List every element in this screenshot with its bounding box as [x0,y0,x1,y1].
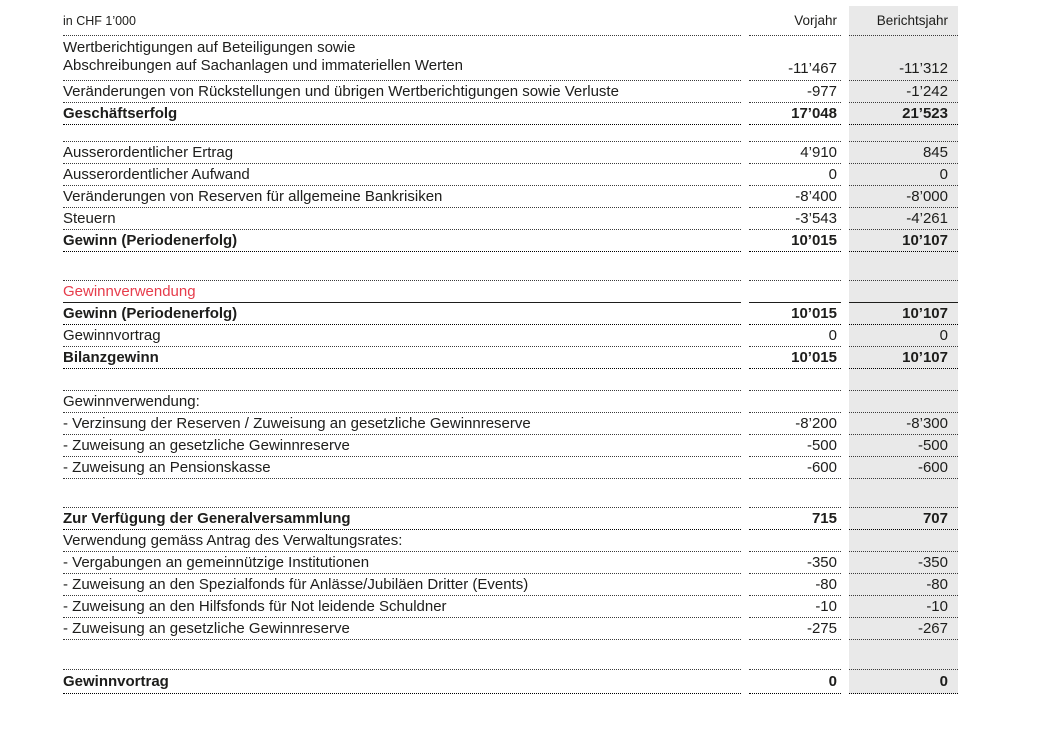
table-row [63,230,958,252]
row-value-berichtsjahr: 0 [849,164,958,186]
column-gutter [841,125,849,142]
row-value-vorjahr: -275 [749,618,841,640]
row-value-vorjahr: 0 [749,325,841,347]
column-gutter [741,670,749,694]
column-gutter [741,208,749,230]
row-label: Bilanzgewinn [63,347,741,369]
table-row [63,325,958,347]
column-gutter [841,230,849,252]
column-gutter [841,325,849,347]
column-gutter [841,413,849,435]
row-value-berichtsjahr: 0 [849,325,958,347]
row-label: Steuern [63,208,741,230]
row-value-berichtsjahr: 0 [849,670,958,694]
column-gutter [741,391,749,413]
spacer-cell [749,252,841,281]
column-gutter [841,164,849,186]
column-gutter [741,303,749,325]
row-value-vorjahr: -350 [749,552,841,574]
column-gutter [841,640,849,670]
row-label: Ausserordentlicher Aufwand [63,164,741,186]
spacer-cell [849,640,958,670]
table-row [63,508,958,530]
spacer-cell [63,479,741,508]
row-value-vorjahr: -977 [749,81,841,103]
row-label: Gewinnverwendung: [63,391,741,413]
row-value-vorjahr: 4’910 [749,142,841,164]
row-value-berichtsjahr: 845 [849,142,958,164]
column-gutter [841,347,849,369]
column-gutter [841,369,849,391]
column-gutter [741,508,749,530]
row-value-berichtsjahr: 10’107 [849,347,958,369]
spacer-cell [63,369,741,391]
table-row [63,186,958,208]
column-gutter [741,347,749,369]
spacer-row [63,479,958,508]
row-label: - Zuweisung an Pensionskasse [63,457,741,479]
column-gutter [841,508,849,530]
table-row [63,36,958,81]
table-row [63,457,958,479]
table-row [63,596,958,618]
spacer-cell [749,125,841,142]
spacer-cell [63,252,741,281]
column-gutter [741,596,749,618]
column-gutter [841,457,849,479]
column-gutter [741,81,749,103]
row-label: Gewinnvortrag [63,670,741,694]
table-row [63,281,958,303]
column-gutter [841,252,849,281]
column-gutter [841,81,849,103]
column-gutter [841,670,849,694]
row-value-vorjahr: 10’015 [749,230,841,252]
table-row [63,303,958,325]
row-value-berichtsjahr: -8’300 [849,413,958,435]
row-label: - Zuweisung an gesetzliche Gewinnreserve [63,435,741,457]
row-value-berichtsjahr: 10’107 [849,230,958,252]
table-row [63,208,958,230]
row-value-vorjahr: 0 [749,670,841,694]
column-gutter [741,186,749,208]
spacer-cell [849,125,958,142]
row-value-berichtsjahr: -4’261 [849,208,958,230]
col-header-berichtsjahr: Berichtsjahr [849,6,958,36]
spacer-cell [749,640,841,670]
row-label: - Vergabungen an gemeinnützige Institutionen [63,552,741,574]
column-gutter [841,142,849,164]
row-value-berichtsjahr: -11’312 [849,36,958,81]
table-row [63,530,958,552]
row-value-vorjahr: -8’200 [749,413,841,435]
column-gutter [741,574,749,596]
row-label: Ausserordentlicher Ertrag [63,142,741,164]
column-gutter [841,435,849,457]
row-label: Zur Verfügung der Generalversammlung [63,508,741,530]
column-gutter [741,164,749,186]
table-row [63,103,958,125]
column-gutter [841,281,849,303]
row-label: Gewinn (Periodenerfolg) [63,230,741,252]
row-value-berichtsjahr: -600 [849,457,958,479]
table-row [63,391,958,413]
column-gutter [841,103,849,125]
unit-label: in CHF 1’000 [63,6,741,36]
row-value-vorjahr: -500 [749,435,841,457]
column-gutter [741,103,749,125]
row-value-berichtsjahr: -1’242 [849,81,958,103]
spacer-cell [749,479,841,508]
column-gutter [741,413,749,435]
spacer-row [63,640,958,670]
row-value-vorjahr: 0 [749,164,841,186]
spacer-cell [849,252,958,281]
column-gutter [741,125,749,142]
table-header-row [63,6,958,36]
spacer-row [63,369,958,391]
table-row [63,574,958,596]
row-value-berichtsjahr [849,391,958,413]
column-gutter [841,618,849,640]
row-label: Gewinnvortrag [63,325,741,347]
row-label: Geschäftserfolg [63,103,741,125]
row-value-vorjahr [749,391,841,413]
row-label-line: Wertberichtigungen auf Beteiligungen sowie [63,39,356,56]
column-gutter [841,303,849,325]
column-gutter [741,6,749,36]
spacer-cell [749,369,841,391]
row-label-line: Abschreibungen auf Sachanlagen und immateriellen Werten [63,57,463,74]
row-label: Veränderungen von Rückstellungen und übrigen Wertberichtigungen sowie Verluste [63,81,741,103]
row-value-vorjahr: -3’543 [749,208,841,230]
table-row [63,164,958,186]
row-value-berichtsjahr [849,530,958,552]
spacer-row [63,252,958,281]
row-value-vorjahr: -11’467 [749,36,841,81]
column-gutter [741,36,749,81]
column-gutter [741,435,749,457]
column-gutter [841,479,849,508]
table-row [63,552,958,574]
column-gutter [841,36,849,81]
column-gutter [741,369,749,391]
row-value-berichtsjahr: 707 [849,508,958,530]
row-value-vorjahr: 715 [749,508,841,530]
row-value-berichtsjahr: -8’000 [849,186,958,208]
column-gutter [741,618,749,640]
row-label: Gewinn (Periodenerfolg) [63,303,741,325]
row-label: Verwendung gemäss Antrag des Verwaltungsrates: [63,530,741,552]
column-gutter [841,391,849,413]
column-gutter [741,142,749,164]
column-gutter [841,208,849,230]
column-gutter [841,574,849,596]
column-gutter [841,596,849,618]
table-row [63,142,958,164]
column-gutter [741,552,749,574]
table-row [63,81,958,103]
column-gutter [741,640,749,670]
spacer-row [63,125,958,142]
row-value-vorjahr: 10’015 [749,347,841,369]
profit-appropriation-table [63,6,958,694]
row-value-berichtsjahr: -80 [849,574,958,596]
row-value-vorjahr: 10’015 [749,303,841,325]
table-row [63,413,958,435]
row-value-berichtsjahr [849,281,958,303]
column-gutter [741,530,749,552]
row-value-vorjahr: -80 [749,574,841,596]
row-value-vorjahr: -10 [749,596,841,618]
row-value-vorjahr: 17’048 [749,103,841,125]
row-label [63,36,741,81]
table-row [63,347,958,369]
column-gutter [841,552,849,574]
row-label: Gewinnverwendung [63,281,741,303]
column-gutter [741,325,749,347]
table-body [63,36,958,694]
column-gutter [741,252,749,281]
row-value-berichtsjahr: 21’523 [849,103,958,125]
column-gutter [841,530,849,552]
row-value-berichtsjahr: 10’107 [849,303,958,325]
row-label: - Verzinsung der Reserven / Zuweisung an gesetzliche Gewinnreserve [63,413,741,435]
row-label: - Zuweisung an den Spezialfonds für Anlässe/Jubiläen Dritter (Events) [63,574,741,596]
row-value-berichtsjahr: -267 [849,618,958,640]
column-gutter [741,457,749,479]
row-label: Veränderungen von Reserven für allgemeine Bankrisiken [63,186,741,208]
col-header-vorjahr: Vorjahr [749,6,841,36]
column-gutter [741,230,749,252]
spacer-cell [849,369,958,391]
row-label: - Zuweisung an gesetzliche Gewinnreserve [63,618,741,640]
column-gutter [841,186,849,208]
row-label: - Zuweisung an den Hilfsfonds für Not leidende Schuldner [63,596,741,618]
row-value-berichtsjahr: -500 [849,435,958,457]
spacer-cell [63,640,741,670]
column-gutter [841,6,849,36]
spacer-cell [63,125,741,142]
row-value-vorjahr: -600 [749,457,841,479]
row-value-vorjahr: -8’400 [749,186,841,208]
row-value-berichtsjahr: -350 [849,552,958,574]
table-row [63,435,958,457]
row-value-vorjahr [749,281,841,303]
row-value-berichtsjahr: -10 [849,596,958,618]
column-gutter [741,479,749,508]
column-gutter [741,281,749,303]
table-row [63,670,958,694]
table-row [63,618,958,640]
spacer-cell [849,479,958,508]
row-value-vorjahr [749,530,841,552]
